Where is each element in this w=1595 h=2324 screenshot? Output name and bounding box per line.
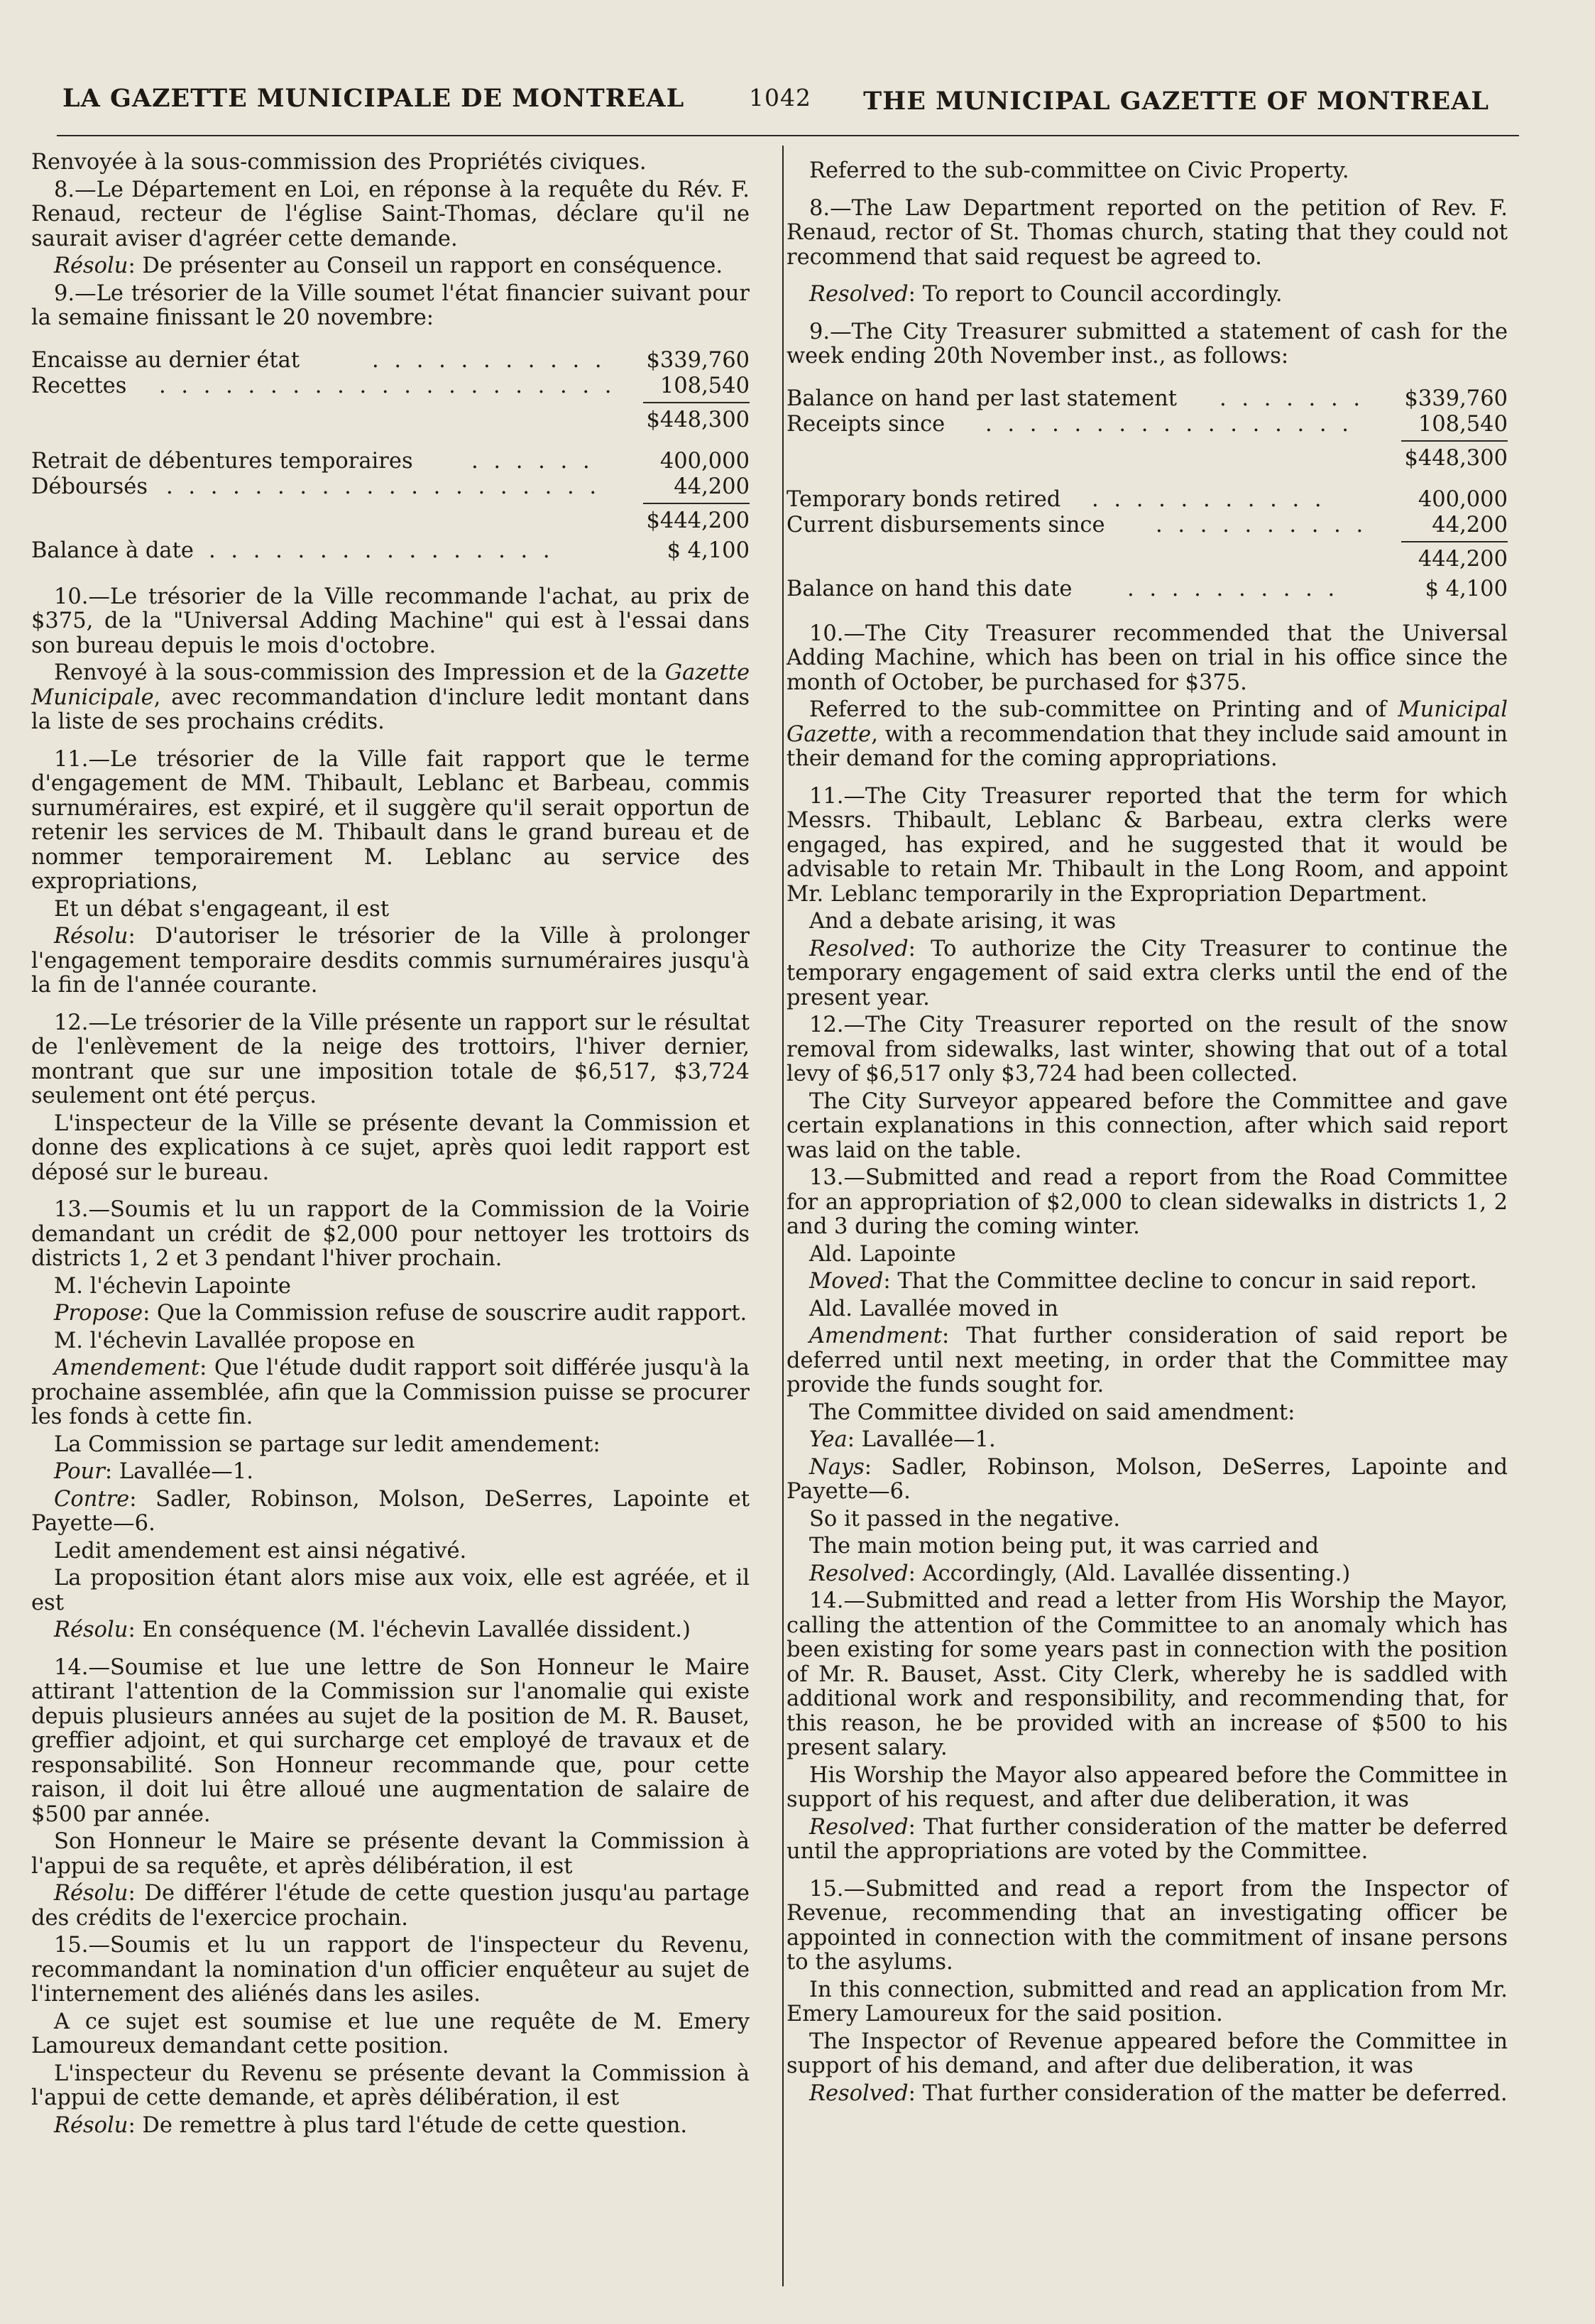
en-paragraph: Ald. Lavallée moved in — [809, 1296, 1059, 1321]
fr-paragraph: L'inspecteur du Revenu se présente devant la Commission à l'appui de cette demande, et après délibération, il est — [31, 2061, 750, 2110]
fr-paragraph: Et un débat s'engageant, il est — [54, 896, 390, 922]
french-column — [31, 151, 750, 2141]
fr-resolution-label: Résolu — [54, 253, 128, 278]
en-paragraph: So it passed in the negative. — [809, 1506, 1121, 1532]
fr-paragraph: Résolu: En conséquence (M. l'échevin Lavallée dissident.) — [54, 1617, 691, 1642]
page-header — [57, 84, 1505, 126]
fr-paragraph: 8.—Le Département en Loi, en réponse à la requête du Rév. F. Renaud, recteur de l'église Saint-Thomas, déclare qu'il ne saurait aviser d'agréer cette demande. — [31, 177, 750, 251]
fr-paragraph: 9.—Le trésorier de la Ville soumet l'état financier suivant pour la semaine finissant le 20 novembre: — [31, 280, 750, 330]
en-paragraph: Resolved: That further consideration of the matter be deferred until the appropriations are voted by the Committee. — [786, 1814, 1508, 1864]
en-fin-row: Receipts since . . . . . . . . . . . . . . . . . 108,540 — [786, 411, 1508, 437]
fr-fin-row: Déboursés . . . . . . . . . . . . . . . . . . . . 44,200 — [31, 474, 750, 499]
en-paragraph: Nays: Sadler, Robinson, Molson, DeSerres, Lapointe and Payette—6. — [786, 1454, 1508, 1504]
en-paragraph: The main motion being put, it was carried and — [809, 1534, 1320, 1559]
fr-fin-row: Balance à date . . . . . . . . . . . . . . . . $ 4,100 — [31, 538, 750, 563]
en-paragraph: Referred to the sub-committee on Printing and of Municipal Gazette, with a recommendation that they include said amount in their demand for the coming appropriations. — [786, 697, 1508, 771]
en-paragraph: The City Surveyor appeared before the Committee and gave certain explanations in this connection, after which said report was laid on the table. — [786, 1089, 1508, 1163]
fr-paragraph: 13.—Soumis et lu un rapport de la Commission de la Voirie demandant un crédit de $2,000 pour nettoyer les trottoirs ds districts 1, 2 et 3 pendant l'hiver prochain. — [31, 1197, 750, 1271]
fr-paragraph: A ce sujet est soumise et lue une requête de M. Emery Lamoureux demandant cette position. — [31, 2009, 750, 2058]
fr-fin-subtotal: $444,200 — [646, 508, 750, 533]
header-rule — [57, 135, 1519, 136]
fr-paragraph: La Commission se partage sur ledit amendement: — [54, 1431, 601, 1457]
en-paragraph: Resolved: That further consideration of the matter be deferred. — [809, 2080, 1508, 2106]
en-fin-row: Balance on hand this date . . . . . . . . . . $ 4,100 — [786, 576, 1508, 601]
fr-paragraph: Renvoyée à la sous-commission des Propriétés civiques. — [31, 150, 647, 175]
fr-paragraph: Résolu: De différer l'étude de cette question jusqu'au partage des crédits de l'exercice prochain. — [31, 1881, 750, 1931]
page-number: 1042 — [749, 84, 811, 111]
fr-paragraph: 14.—Soumise et lue une lettre de Son Honneur le Maire attirant l'attention de la Commission sur l'anomalie qui existe depuis plusieurs années au sujet de la position de M. R. Bauset, greffier adjoint, et qui surcharge cet employé de travaux et de responsabilité. Son Honneur recommande que, pour cette raison, il doit lui être alloué une augmentation de salaire de $500 par année. — [31, 1654, 750, 1827]
en-resolution-label: Resolved — [809, 282, 909, 307]
en-paragraph: Yea: Lavallée—1. — [809, 1427, 996, 1452]
en-paragraph: 10.—The City Treasurer recommended that the Universal Adding Machine, which has been on trial in his office since the month of October, be purchased for $375. — [786, 621, 1508, 695]
fr-paragraph: Contre: Sadler, Robinson, Molson, DeSerres, Lapointe et Payette—6. — [31, 1486, 750, 1536]
fr-paragraph: Résolu: D'autoriser le trésorier de la Ville à prolonger l'engagement temporaire desdits commis surnuméraires jusqu'à la fin de l'année courante. — [31, 924, 750, 998]
en-paragraph: Referred to the sub-committee on Civic Property. — [809, 158, 1349, 183]
header-title-french: LA GAZETTE MUNICIPALE DE MONTREAL — [62, 84, 685, 113]
sum-rule — [1401, 541, 1508, 542]
fr-resolution-label: Résolu — [54, 924, 128, 949]
en-paragraph: 12.—The City Treasurer reported on the result of the snow removal from sidewalks, last winter, showing that out of a total levy of $6,517 only $3,724 had been collected. — [786, 1013, 1508, 1086]
header-title-english: THE MUNICIPAL GAZETTE OF MONTREAL — [863, 87, 1489, 116]
en-paragraph: Moved: That the Committee decline to concur in said report. — [809, 1269, 1477, 1294]
en-paragraph: And a debate arising, it was — [809, 909, 1117, 934]
fr-fin-row: Encaisse au dernier état . . . . . . . . . . . $339,760 — [31, 347, 750, 373]
fr-paragraph: 12.—Le trésorier de la Ville présente un rapport sur le résultat de l'enlèvement de la neige des trottoirs, l'hiver dernier, montrant que sur une imposition totale de $6,517, $3,724 seulement ont été perçus. — [31, 1010, 750, 1108]
en-paragraph: Resolved: To authorize the City Treasurer to continue the temporary engagement of said extra clerks until the end of the present year. — [786, 936, 1508, 1010]
en-paragraph: The Committee divided on said amendment: — [809, 1400, 1295, 1425]
en-paragraph: Resolved: Accordingly, (Ald. Lavallée dissenting.) — [809, 1561, 1351, 1586]
fr-paragraph: Son Honneur le Maire se présente devant la Commission à l'appui de sa requête, et après délibération, il est — [31, 1829, 750, 1879]
fr-paragraph: Renvoyé à la sous-commission des Impression et de la Gazette Municipale, avec recommandation d'inclure ledit montant dans la liste de ses prochains crédits. — [31, 660, 750, 734]
fr-paragraph: 11.—Le trésorier de la Ville fait rapport que le terme d'engagement de MM. Thibault, Leblanc et Barbeau, commis surnuméraires, est expiré, et il suggère qu'il serait opportun de retenir les services de M. Thibault dans le grand bureau et de nommer temporairement M. Leblanc au service des expropriations, — [31, 746, 750, 894]
en-fin-subtotal: $448,300 — [1404, 445, 1508, 471]
fr-paragraph: Propose: Que la Commission refuse de souscrire audit rapport. — [54, 1301, 747, 1326]
sum-rule — [1401, 440, 1508, 442]
fr-fin-row: Retrait de débentures temporaires . . . . . . 400,000 — [31, 448, 750, 474]
fr-paragraph: Amendement: Que l'étude dudit rapport soit différée jusqu'à la prochaine assemblée, afin que la Commission puisse se procurer les fonds à cette fin. — [31, 1355, 750, 1429]
fr-paragraph: M. l'échevin Lavallée propose en — [54, 1328, 415, 1353]
fr-paragraph: M. l'échevin Lapointe — [54, 1273, 291, 1299]
column-divider — [782, 146, 784, 2286]
english-column — [786, 159, 1508, 2109]
en-paragraph: Ald. Lapointe — [809, 1241, 956, 1267]
en-paragraph: 9.—The City Treasurer submitted a statement of cash for the week ending 20th November inst., as follows: — [786, 319, 1508, 369]
en-paragraph: 8.—The Law Department reported on the petition of Rev. F. Renaud, rector of St. Thomas church, stating that they could not recommend that said request be agreed to. — [786, 195, 1508, 270]
en-paragraph: Resolved: To report to Council accordingly. — [809, 282, 1283, 307]
sum-rule — [643, 503, 750, 504]
en-paragraph: 14.—Submitted and read a letter from His Worship the Mayor, calling the attention of the Committee to an anomaly which has been existing for some years past in connection with the position of Mr. R. Bauset, Asst. City Clerk, whereby he is saddled with additional work and responsibility, and recommending that, for this reason, he be provided with an increase of $500 to his present salary. — [786, 1588, 1508, 1760]
en-paragraph: 13.—Submitted and read a report from the Road Committee for an appropriation of $2,000 to clean sidewalks in districts 1, 2 and 3 during the coming winter. — [786, 1165, 1508, 1239]
en-paragraph: 11.—The City Treasurer reported that the term for which Messrs. Thibault, Leblanc & Barbeau, extra clerks were engaged, has expired, and he suggested that it would be advisable to retain Mr. Thibault in the Long Room, and appoint Mr. Leblanc temporarily in the Expropriation Department. — [786, 783, 1508, 907]
fr-paragraph: 15.—Soumis et lu un rapport de l'inspecteur du Revenu, recommandant la nomination d'un officier enquêteur au sujet de l'internement des aliénés dans les asiles. — [31, 1933, 750, 2007]
en-paragraph: The Inspector of Revenue appeared before the Committee in support of his demand, and after due deliberation, it was — [786, 2029, 1508, 2078]
en-paragraph: In this connection, submitted and read an application from Mr. Emery Lamoureux for the said position. — [786, 1977, 1508, 2026]
fr-paragraph: Ledit amendement est ainsi négativé. — [54, 1538, 467, 1564]
fr-fin-subtotal: $448,300 — [646, 407, 750, 432]
fr-fin-row: Recettes . . . . . . . . . . . . . . . . . . . . . 108,540 — [31, 373, 750, 398]
fr-paragraph: Pour: Lavallée—1. — [54, 1459, 253, 1484]
en-fin-subtotal: 444,200 — [1418, 546, 1508, 572]
fr-paragraph: L'inspecteur de la Ville se présente devant la Commission et donne des explications à ce sujet, après quoi ledit rapport est déposé sur le bureau. — [31, 1111, 750, 1185]
en-resolution-label: Resolved — [809, 936, 909, 961]
fr-paragraph: La proposition étant alors mise aux voix, elle est agréée, et il est — [31, 1566, 750, 1615]
fr-paragraph: Résolu: De remettre à plus tard l'étude de cette question. — [54, 2112, 688, 2138]
en-paragraph: 15.—Submitted and read a report from the Inspector of Revenue, recommending that an investigating officer be appointed in connection with the commitment of insane persons to the asylums. — [786, 1876, 1508, 1975]
sum-rule — [643, 402, 750, 403]
en-fin-row: Current disbursements since . . . . . . . . . . 44,200 — [786, 512, 1508, 538]
en-paragraph: Amendment: That further consideration of said report be deferred until next meeting, in order that the Committee may provide the funds sought for. — [786, 1324, 1508, 1397]
en-fin-row: Temporary bonds retired . . . . . . . . . . . 400,000 — [786, 486, 1508, 512]
en-fin-row: Balance on hand per last statement . . . . . . . $339,760 — [786, 386, 1508, 411]
fr-paragraph: Résolu: De présenter au Conseil un rapport en conséquence. — [54, 253, 723, 278]
fr-paragraph: 10.—Le trésorier de la Ville recommande l'achat, au prix de $375, de la "Universal Adding Machine" qui est à l'essai dans son bureau depuis le mois d'octobre. — [31, 584, 750, 658]
en-paragraph: His Worship the Mayor also appeared before the Committee in support of his request, and after due deliberation, it was — [786, 1762, 1508, 1812]
